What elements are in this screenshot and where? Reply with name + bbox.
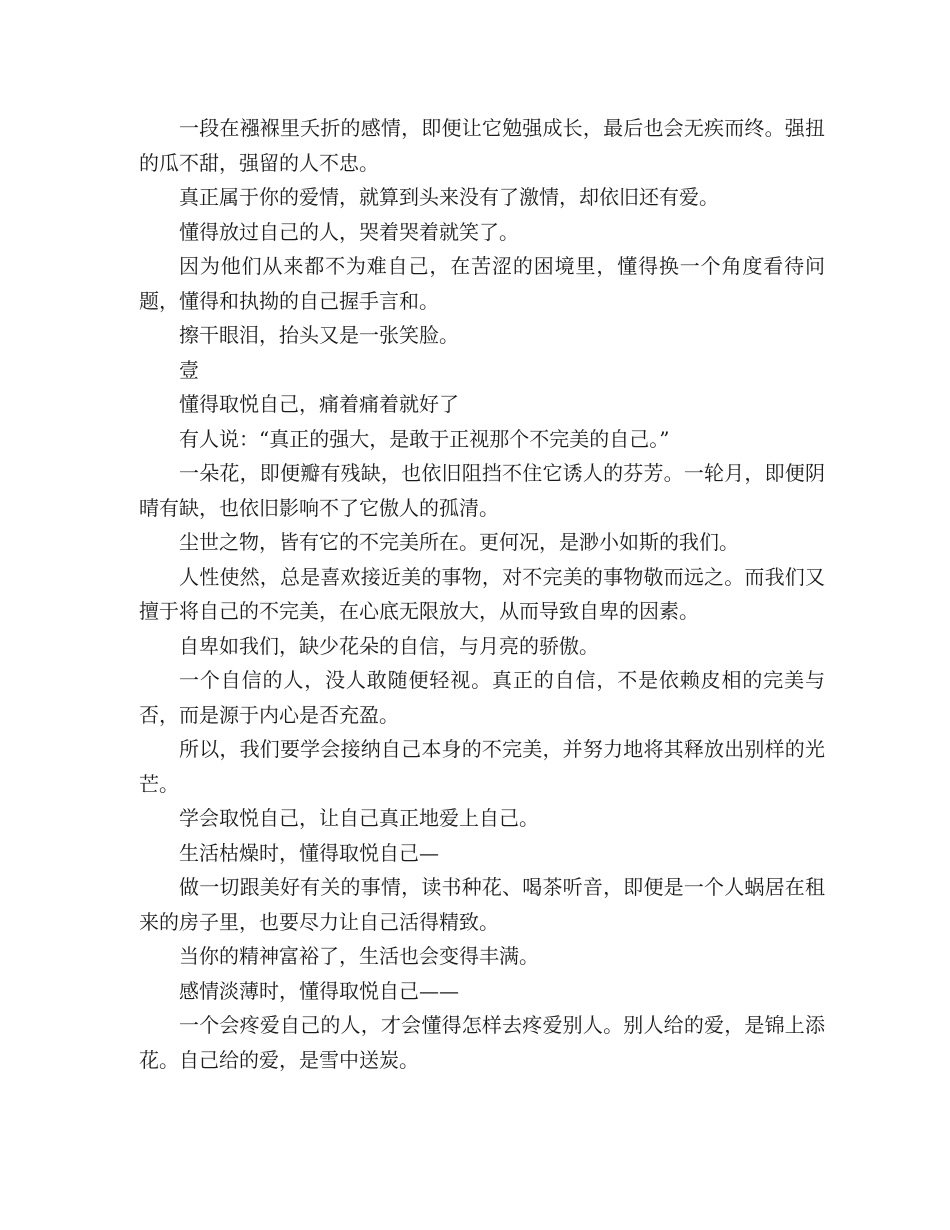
paragraph: 一个自信的人，没人敢随便轻视。真正的自信，不是依赖皮相的完美与否，而是源于内心是否充盈。 [139, 668, 825, 727]
paragraph: 一段在襁褓里夭折的感情，即便让它勉强成长，最后也会无疾而终。强扭的瓜不甜，强留的人不忠。 [139, 116, 825, 175]
paragraph: 生活枯燥时，懂得取悦自己— [179, 840, 439, 865]
paragraph: 一朵花，即便瓣有残缺，也依旧阻挡不住它诱人的芬芳。一轮月，即便阴晴有缺，也依旧影响不了它傲人的孤清。 [139, 461, 825, 520]
section-title: 懂得取悦自己，痛着痛着就好了 [179, 392, 459, 416]
paragraph: 有人说：“真正的强大，是敢于正视那个不完美的自己。” [179, 426, 670, 451]
paragraph: 感情淡薄时，懂得取悦自己—— [179, 978, 459, 1003]
paragraph: 自卑如我们，缺少花朵的自信，与月亮的骄傲。 [179, 633, 599, 658]
paragraph: 当你的精神富裕了，生活也会变得丰满。 [179, 944, 539, 968]
paragraph: 真正属于你的爱情，就算到头来没有了激情，却依旧还有爱。 [179, 185, 719, 209]
paragraph: 所以，我们要学会接纳自己本身的不完美，并努力地将其释放出别样的光芒。 [139, 737, 825, 796]
paragraph: 尘世之物，皆有它的不完美所在。更何况，是渺小如斯的我们。 [179, 530, 739, 554]
paragraph: 人性使然，总是喜欢接近美的事物，对不完美的事物敬而远之。而我们又擅于将自己的不完美，在心底无限放大，从而导致自卑的因素。 [139, 564, 825, 623]
paragraph: 一个会疼爱自己的人，才会懂得怎样去疼爱别人。别人给的爱，是锦上添花。自己给的爱，是雪中送炭。 [139, 1013, 825, 1072]
paragraph: 因为他们从来都不为难自己，在苦涩的困境里，懂得换一个角度看待问题，懂得和执拗的自己握手言和。 [139, 254, 825, 313]
section-number: 壹 [179, 357, 199, 382]
paragraph: 擦干眼泪，抬头又是一张笑脸。 [179, 323, 459, 347]
document-body [139, 111, 825, 1077]
paragraph: 学会取悦自己，让自己真正地爱上自己。 [179, 806, 539, 830]
paragraph: 懂得放过自己的人，哭着哭着就笑了。 [179, 219, 519, 244]
paragraph: 做一切跟美好有关的事情，读书种花、喝茶听音，即便是一个人蜗居在租来的房子里，也要尽力让自己活得精致。 [139, 875, 825, 934]
